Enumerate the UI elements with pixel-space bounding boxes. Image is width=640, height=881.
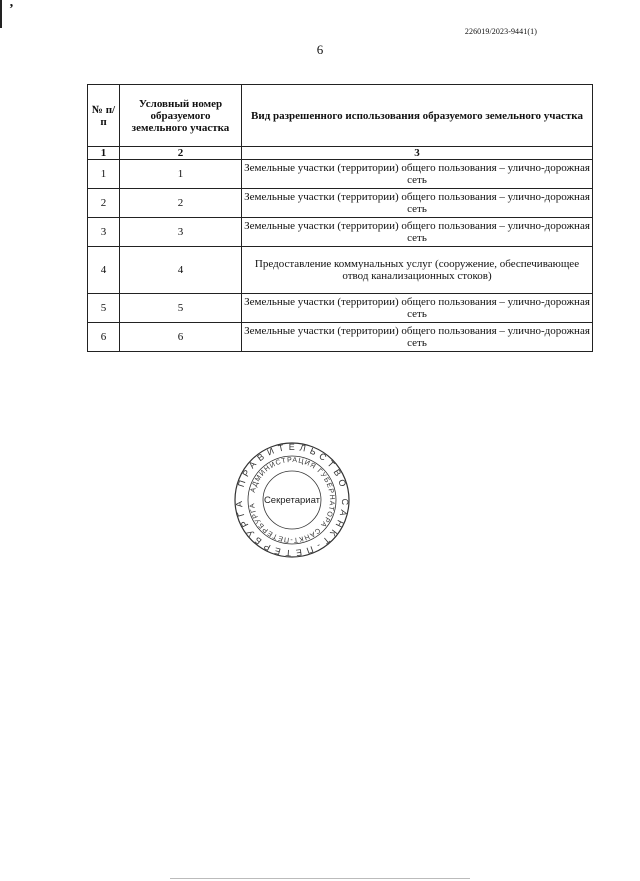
permitted-use: Земельные участки (территории) общего пользования – улично-дорожная сеть: [242, 160, 593, 189]
plot-number: 6: [120, 323, 242, 352]
permitted-use: Земельные участки (территории) общего пользования – улично-дорожная сеть: [242, 294, 593, 323]
row-number: 2: [88, 189, 120, 218]
table-row: [88, 189, 593, 218]
page-number: 6: [316, 42, 324, 57]
table-row: [88, 294, 593, 323]
column-number: 1: [88, 147, 120, 160]
permitted-use: Земельные участки (территории) общего пользования – улично-дорожная сеть: [242, 218, 593, 247]
row-number: 3: [88, 218, 120, 247]
stamp-outer-label: ПРАВИТЕЛЬСТВО САНКТ-ПЕТЕРБУРГА: [233, 441, 351, 559]
plot-number: 5: [120, 294, 242, 323]
header-permitted-use: Вид разрешенного использования образуемого земельного участка: [242, 85, 593, 147]
plot-number: 1: [120, 160, 242, 189]
row-number: 6: [88, 323, 120, 352]
column-number: 2: [120, 147, 242, 160]
row-number: 1: [88, 160, 120, 189]
corner-mark: ’: [9, 2, 14, 17]
header-plot-number: Условный номер образуемого земельного участка: [120, 85, 242, 147]
scan-edge-mark: [0, 0, 2, 28]
bottom-edge-line: [170, 878, 470, 879]
permitted-use: Предоставление коммунальных услуг (сооружение, обеспечивающее отвод канализационных стоков): [242, 247, 593, 294]
land-plots-table: [87, 84, 593, 352]
permitted-use: Земельные участки (территории) общего пользования – улично-дорожная сеть: [242, 323, 593, 352]
stamp-inner-label: АДМИНИСТРАЦИЯ ГУБЕРНАТОРА САНКТ-ПЕТЕРБУРГА: [249, 456, 336, 544]
column-numbers-row: [88, 147, 593, 160]
header-row-number: № п/п: [88, 85, 120, 147]
table-row: [88, 323, 593, 352]
table-header-row: [88, 85, 593, 147]
plot-number: 2: [120, 189, 242, 218]
row-number: 4: [88, 247, 120, 294]
table-row: [88, 218, 593, 247]
table-row: [88, 247, 593, 294]
document-id: 226019/2023-9441(1): [464, 27, 537, 36]
permitted-use: Земельные участки (территории) общего пользования – улично-дорожная сеть: [242, 189, 593, 218]
row-number: 5: [88, 294, 120, 323]
table-row: [88, 160, 593, 189]
secretariat-stamp: [232, 440, 352, 560]
stamp-center-label: Секретариат: [263, 495, 321, 506]
plot-number: 3: [120, 218, 242, 247]
plot-number: 4: [120, 247, 242, 294]
column-number: 3: [242, 147, 593, 160]
